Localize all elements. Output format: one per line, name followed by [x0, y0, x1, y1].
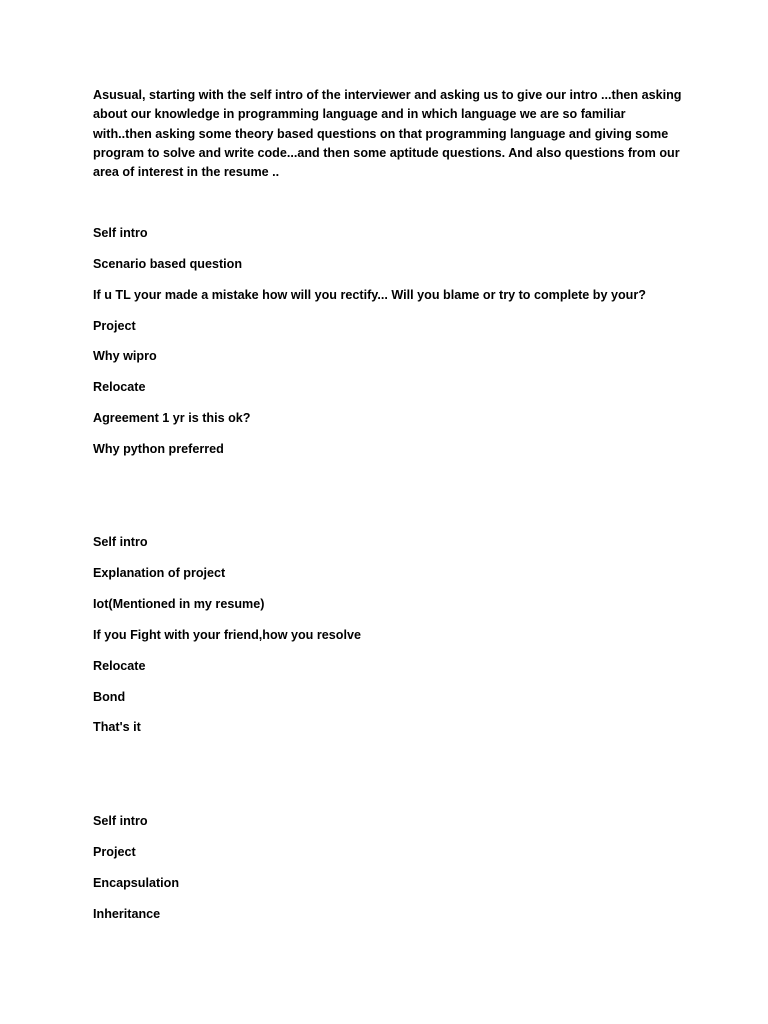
section1-item: Why python preferred	[93, 442, 224, 456]
section2-item: Explanation of project	[93, 566, 226, 580]
section3-item: Project	[93, 845, 136, 859]
section3-item: Inheritance	[93, 907, 161, 921]
section3-item: Encapsulation	[93, 876, 180, 890]
section1-item: Agreement 1 yr is this ok?	[93, 411, 251, 425]
intro-paragraph: Asusual, starting with the self intro of the interviewer and asking us to give our intro ...then asking about our knowledge in programming language and in which language we are so familiar with..then asking some theory based questions on that programming language and giving some program to solve and write code...and then some aptitude questions. And also questions from our area of interest in the resume ..	[93, 88, 682, 180]
section2-item: Relocate	[93, 659, 146, 673]
section1-item: Self intro	[93, 226, 148, 240]
section1-item: Project	[93, 319, 136, 333]
section2-item: Iot(Mentioned in my resume)	[93, 597, 265, 611]
section3-item: Self intro	[93, 814, 148, 828]
section2-item: If you Fight with your friend,how you resolve	[93, 628, 361, 642]
section2-item: That's it	[93, 720, 141, 734]
section1-item: Scenario based question	[93, 257, 243, 271]
section1-item: If u TL your made a mistake how will you rectify... Will you blame or try to complete by your?	[93, 288, 646, 302]
section2-item: Bond	[93, 690, 126, 704]
section2-item: Self intro	[93, 535, 148, 549]
section1-item: Why wipro	[93, 349, 157, 363]
section1-item: Relocate	[93, 380, 146, 394]
